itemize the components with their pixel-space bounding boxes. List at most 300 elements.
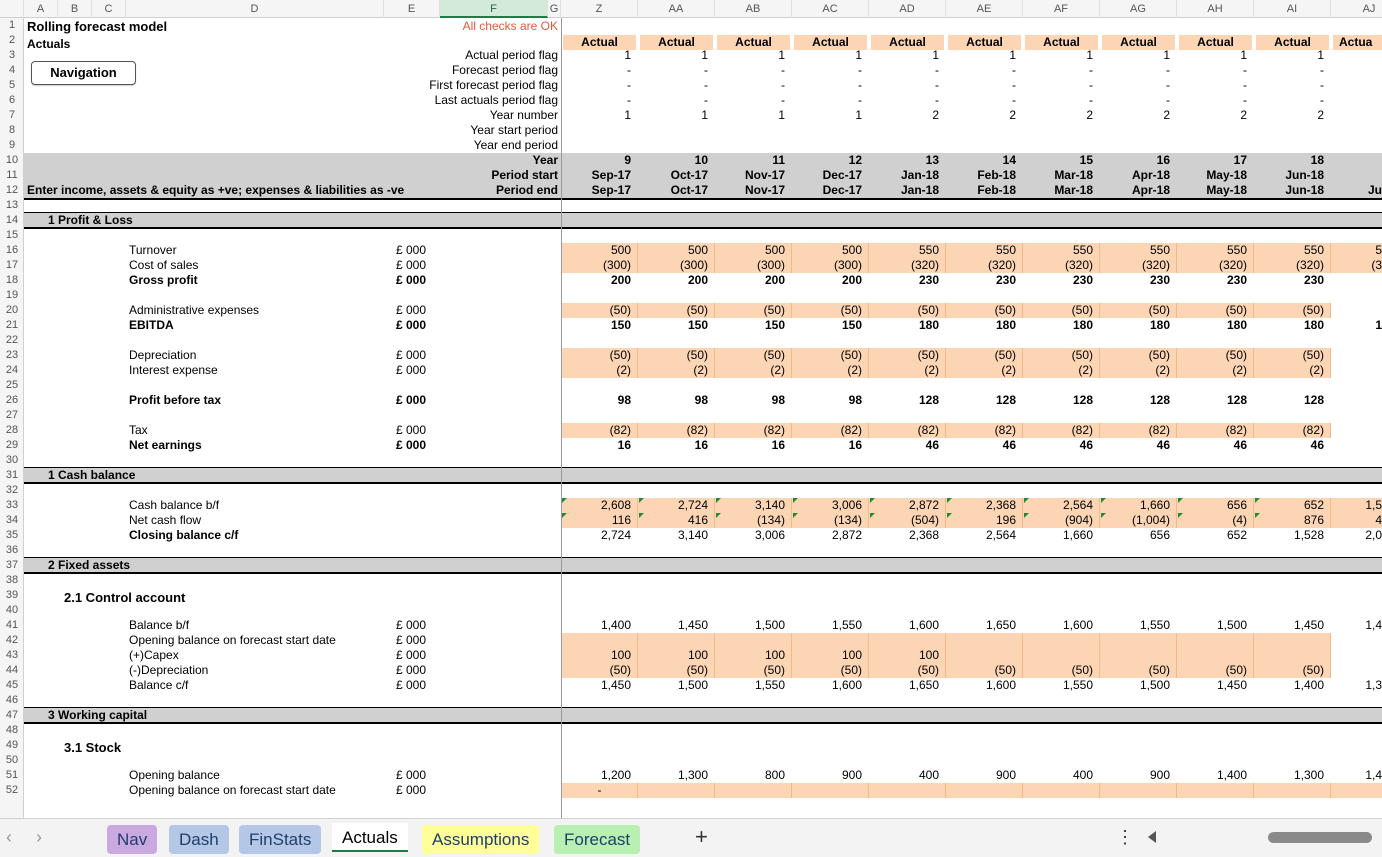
value-cell[interactable]: 230 <box>918 273 939 287</box>
value-cell[interactable]: 2,872 <box>831 528 862 542</box>
value-cell[interactable] <box>946 633 1016 648</box>
value-cell[interactable]: 500 <box>841 243 862 257</box>
value-cell[interactable]: (2) <box>1155 363 1170 377</box>
value-cell[interactable]: (2) <box>693 363 708 377</box>
value-cell[interactable]: (50) <box>1071 348 1093 362</box>
tab-scroll-right-icon[interactable]: › <box>36 827 42 847</box>
value-cell[interactable] <box>946 648 1016 663</box>
value-cell[interactable] <box>1254 648 1324 663</box>
value-cell[interactable]: 16 <box>848 438 862 452</box>
value-cell[interactable] <box>715 633 785 648</box>
value-cell[interactable]: 2 <box>1317 108 1324 122</box>
row-number[interactable]: 35 <box>5 529 19 541</box>
value-cell[interactable]: Apr-18 <box>1131 183 1170 197</box>
value-cell[interactable] <box>1254 633 1324 648</box>
value-cell[interactable]: 18 <box>1310 153 1324 167</box>
value-cell[interactable]: 230 <box>1303 273 1324 287</box>
value-cell[interactable]: (82) <box>1071 423 1093 437</box>
row-number[interactable]: 30 <box>5 454 19 466</box>
value-cell[interactable]: 1,500 <box>754 618 785 632</box>
value-cell[interactable]: (50) <box>686 348 708 362</box>
row-number[interactable]: 46 <box>5 694 19 706</box>
value-cell[interactable]: (50) <box>917 348 939 362</box>
value-cell[interactable]: 2 <box>1240 108 1247 122</box>
value-cell[interactable]: Dec-17 <box>822 168 862 182</box>
value-cell[interactable]: - <box>935 93 939 107</box>
sheet-grid[interactable] <box>24 18 1382 818</box>
value-cell[interactable]: 2 <box>932 108 939 122</box>
value-cell[interactable]: 200 <box>610 273 631 287</box>
value-cell[interactable]: (134) <box>756 513 785 527</box>
value-cell[interactable]: 1 <box>1163 48 1170 62</box>
row-number[interactable]: 21 <box>5 319 19 331</box>
row-number[interactable]: 6 <box>8 94 16 106</box>
row-number[interactable]: 40 <box>5 604 19 616</box>
row-number[interactable]: 48 <box>5 724 19 736</box>
input-cell[interactable] <box>1023 783 1100 798</box>
value-cell[interactable]: Oct-17 <box>670 168 708 182</box>
value-cell[interactable]: (50) <box>686 303 708 317</box>
value-cell[interactable]: 500 <box>764 243 785 257</box>
column-header-AD[interactable]: AD <box>869 0 946 18</box>
value-cell[interactable]: 46 <box>1310 438 1324 452</box>
row-number[interactable]: 33 <box>5 499 19 511</box>
value-cell[interactable]: - <box>1166 93 1170 107</box>
add-sheet-icon[interactable]: + <box>695 824 708 849</box>
value-cell[interactable]: (50) <box>1071 663 1093 677</box>
value-cell[interactable]: 100 <box>764 648 785 662</box>
value-cell[interactable]: 1,600 <box>831 678 862 692</box>
value-cell[interactable]: 1,650 <box>985 618 1016 632</box>
value-cell[interactable]: (2) <box>1309 363 1324 377</box>
value-cell[interactable]: (300) <box>679 258 708 272</box>
value-cell[interactable]: - <box>858 78 862 92</box>
value-cell[interactable]: 2,724 <box>600 528 631 542</box>
value-cell[interactable]: 46 <box>1233 438 1247 452</box>
value-cell[interactable]: 1 <box>778 48 785 62</box>
value-cell[interactable]: 1,660 <box>1062 528 1093 542</box>
value-cell[interactable]: (50) <box>840 348 862 362</box>
value-cell[interactable]: 180 <box>995 318 1016 332</box>
value-cell[interactable]: 2,872 <box>908 498 939 512</box>
value-cell[interactable]: (50) <box>917 663 939 677</box>
value-cell[interactable]: (82) <box>1148 423 1170 437</box>
value-cell[interactable]: 98 <box>848 393 862 407</box>
value-cell[interactable]: - <box>1320 93 1324 107</box>
value-cell[interactable]: - <box>1089 78 1093 92</box>
input-cell[interactable] <box>715 783 792 798</box>
value-cell[interactable]: (82) <box>1225 423 1247 437</box>
value-cell[interactable]: (50) <box>1225 348 1247 362</box>
value-cell[interactable]: 2,368 <box>908 528 939 542</box>
column-header-AH[interactable]: AH <box>1177 0 1254 18</box>
horizontal-scrollbar-thumb[interactable] <box>1268 832 1372 843</box>
row-number[interactable]: 36 <box>5 544 19 556</box>
value-cell[interactable]: 1 <box>701 48 708 62</box>
value-cell[interactable]: (50) <box>1302 663 1324 677</box>
row-number[interactable]: 43 <box>5 649 19 661</box>
column-header-C[interactable]: C <box>92 0 126 18</box>
value-cell[interactable]: - <box>781 78 785 92</box>
value-cell[interactable]: Nov-17 <box>744 168 785 182</box>
value-cell[interactable]: 150 <box>687 318 708 332</box>
value-cell[interactable]: 1,600 <box>1062 618 1093 632</box>
value-cell[interactable]: 1 <box>1009 48 1016 62</box>
value-cell[interactable]: 128 <box>918 393 939 407</box>
value-cell[interactable]: 500 <box>610 243 631 257</box>
value-cell[interactable]: 2,368 <box>985 498 1016 512</box>
value-cell[interactable]: 128 <box>1149 393 1170 407</box>
value-cell[interactable]: 16 <box>617 438 631 452</box>
value-cell[interactable]: (50) <box>1148 348 1170 362</box>
value-cell[interactable]: - <box>858 63 862 77</box>
value-cell[interactable]: 2 <box>1086 108 1093 122</box>
value-cell[interactable]: 652 <box>1226 528 1247 542</box>
value-cell[interactable]: 2,564 <box>985 528 1016 542</box>
value-cell[interactable]: 800 <box>764 768 785 782</box>
column-header-AE[interactable]: AE <box>946 0 1023 18</box>
value-cell[interactable]: 46 <box>1156 438 1170 452</box>
value-cell[interactable]: (300) <box>833 258 862 272</box>
row-number[interactable]: 28 <box>5 424 19 436</box>
tab-nav[interactable]: Nav <box>107 825 157 854</box>
value-cell[interactable]: 46 <box>1002 438 1016 452</box>
value-cell[interactable]: 12 <box>848 153 862 167</box>
value-cell[interactable]: 2,608 <box>600 498 631 512</box>
tab-finstats[interactable]: FinStats <box>239 825 321 854</box>
value-cell[interactable]: (50) <box>840 303 862 317</box>
value-cell[interactable]: (2) <box>1232 363 1247 377</box>
value-cell[interactable]: - <box>858 93 862 107</box>
column-header-A[interactable]: A <box>24 0 58 18</box>
row-number[interactable]: 52 <box>5 784 19 796</box>
column-header-B[interactable]: B <box>58 0 92 18</box>
row-number[interactable]: 31 <box>5 469 19 481</box>
value-cell[interactable]: 230 <box>1226 273 1247 287</box>
column-header-G[interactable]: G <box>548 0 561 18</box>
value-cell[interactable]: 11 <box>772 153 785 167</box>
value-cell[interactable]: - <box>1166 78 1170 92</box>
value-cell[interactable]: 1,450 <box>1216 678 1247 692</box>
value-cell[interactable]: May-18 <box>1206 168 1247 182</box>
value-cell[interactable]: 1 <box>624 108 631 122</box>
value-cell[interactable]: (2) <box>1001 363 1016 377</box>
value-cell[interactable]: (82) <box>840 423 862 437</box>
row-number[interactable]: 19 <box>5 289 19 301</box>
value-cell[interactable]: - <box>935 63 939 77</box>
value-cell[interactable]: (320) <box>1141 258 1170 272</box>
value-cell[interactable]: 550 <box>1072 243 1093 257</box>
row-number[interactable]: 38 <box>5 574 19 586</box>
input-cell[interactable] <box>869 783 946 798</box>
value-cell[interactable]: 180 <box>1303 318 1324 332</box>
value-cell[interactable] <box>1100 633 1170 648</box>
value-cell[interactable]: 13 <box>925 153 939 167</box>
value-cell[interactable]: 200 <box>687 273 708 287</box>
value-cell[interactable]: 1 <box>855 48 862 62</box>
value-cell[interactable]: 1,500 <box>677 678 708 692</box>
value-cell[interactable]: Nov-17 <box>744 183 785 197</box>
value-cell[interactable] <box>638 633 708 648</box>
value-cell[interactable]: - <box>1012 78 1016 92</box>
input-cell[interactable] <box>792 783 869 798</box>
value-cell[interactable]: 550 <box>1226 243 1247 257</box>
row-number[interactable]: 9 <box>8 139 16 151</box>
value-cell[interactable]: 900 <box>841 768 862 782</box>
value-cell[interactable]: - <box>597 783 602 797</box>
value-cell[interactable]: - <box>1320 63 1324 77</box>
tab-dash[interactable]: Dash <box>169 825 229 854</box>
value-cell[interactable]: 10 <box>694 153 708 167</box>
input-cell[interactable] <box>1100 783 1177 798</box>
value-cell[interactable]: 180 <box>918 318 939 332</box>
value-cell[interactable]: 128 <box>995 393 1016 407</box>
value-cell[interactable]: 116 <box>611 513 631 527</box>
value-cell[interactable]: (82) <box>609 423 631 437</box>
value-cell[interactable]: Jun-18 <box>1285 183 1324 197</box>
value-cell[interactable]: (50) <box>763 663 785 677</box>
value-cell[interactable]: 46 <box>1079 438 1093 452</box>
row-number[interactable]: 45 <box>5 679 19 691</box>
value-cell[interactable]: (50) <box>994 348 1016 362</box>
value-cell[interactable]: 196 <box>995 513 1016 527</box>
value-cell[interactable]: Jan-18 <box>900 183 939 197</box>
value-cell-partial[interactable]: 1,5 <box>1365 498 1382 512</box>
value-cell[interactable]: (50) <box>1148 663 1170 677</box>
column-header-AF[interactable]: AF <box>1023 0 1100 18</box>
value-cell[interactable]: - <box>935 78 939 92</box>
row-number[interactable]: 18 <box>5 274 19 286</box>
column-header-AI[interactable]: AI <box>1254 0 1331 18</box>
value-cell[interactable]: (50) <box>609 663 631 677</box>
value-cell[interactable]: 400 <box>918 768 939 782</box>
value-cell[interactable]: Sep-17 <box>591 168 631 182</box>
value-cell[interactable]: 656 <box>1226 498 1247 512</box>
value-cell[interactable]: 500 <box>687 243 708 257</box>
value-cell[interactable]: - <box>1243 63 1247 77</box>
value-cell[interactable]: 128 <box>1226 393 1247 407</box>
row-number[interactable]: 4 <box>8 64 16 76</box>
value-cell[interactable]: 1 <box>855 108 862 122</box>
value-cell[interactable]: - <box>1243 78 1247 92</box>
value-cell[interactable]: 150 <box>610 318 631 332</box>
value-cell[interactable]: 1,500 <box>1139 678 1170 692</box>
row-number[interactable]: 5 <box>8 79 16 91</box>
value-cell[interactable]: (2) <box>847 363 862 377</box>
column-header-AJ[interactable]: AJ <box>1331 0 1382 18</box>
value-cell[interactable]: (50) <box>1071 303 1093 317</box>
hscroll-left-icon[interactable] <box>1148 831 1156 843</box>
value-cell[interactable] <box>1100 648 1170 663</box>
row-number[interactable]: 1 <box>8 19 16 31</box>
value-cell[interactable]: (50) <box>917 303 939 317</box>
value-cell[interactable]: (904) <box>1064 513 1093 527</box>
value-cell[interactable]: 2,724 <box>677 498 708 512</box>
value-cell[interactable]: 550 <box>1303 243 1324 257</box>
value-cell[interactable]: 1,500 <box>1216 618 1247 632</box>
value-cell[interactable]: 128 <box>1072 393 1093 407</box>
value-cell-partial[interactable]: 1,4 <box>1365 618 1382 632</box>
value-cell[interactable]: 3,140 <box>754 498 785 512</box>
column-header-AA[interactable]: AA <box>638 0 715 18</box>
value-cell[interactable]: 1,300 <box>1293 768 1324 782</box>
value-cell[interactable]: (2) <box>924 363 939 377</box>
value-cell[interactable]: 2 <box>1009 108 1016 122</box>
row-number[interactable]: 22 <box>5 334 19 346</box>
value-cell[interactable]: Dec-17 <box>822 183 862 197</box>
row-number[interactable]: 14 <box>5 214 19 226</box>
row-number[interactable]: 32 <box>5 484 19 496</box>
row-number[interactable]: 11 <box>6 169 18 181</box>
value-cell-partial[interactable]: 1 <box>1375 318 1382 332</box>
value-cell[interactable]: - <box>627 63 631 77</box>
input-cell[interactable] <box>1254 783 1331 798</box>
row-number[interactable]: 8 <box>8 124 16 136</box>
value-cell[interactable]: 100 <box>687 648 708 662</box>
value-cell[interactable]: - <box>704 93 708 107</box>
value-cell[interactable]: - <box>627 93 631 107</box>
value-cell[interactable]: 416 <box>687 513 708 527</box>
value-cell[interactable]: (50) <box>763 348 785 362</box>
column-header-D[interactable]: D <box>126 0 384 18</box>
value-cell-partial[interactable]: 4 <box>1375 513 1382 527</box>
value-cell[interactable]: 1,550 <box>831 618 862 632</box>
value-cell[interactable]: 876 <box>1303 513 1324 527</box>
row-number[interactable]: 29 <box>5 439 19 451</box>
value-cell[interactable]: 230 <box>995 273 1016 287</box>
row-number[interactable]: 17 <box>5 259 19 271</box>
value-cell[interactable]: 98 <box>617 393 631 407</box>
tab-assumptions[interactable]: Assumptions <box>422 825 539 854</box>
value-cell[interactable]: 1,300 <box>677 768 708 782</box>
row-number[interactable]: 27 <box>5 409 19 421</box>
value-cell[interactable]: 180 <box>1072 318 1093 332</box>
row-number[interactable]: 51 <box>5 769 19 781</box>
value-cell[interactable]: 652 <box>1303 498 1324 512</box>
column-header-AC[interactable]: AC <box>792 0 869 18</box>
value-cell[interactable] <box>1177 633 1247 648</box>
value-cell[interactable]: 180 <box>1226 318 1247 332</box>
value-cell[interactable] <box>869 633 939 648</box>
value-cell[interactable]: 150 <box>841 318 862 332</box>
value-cell[interactable]: - <box>781 93 785 107</box>
navigation-button[interactable]: Navigation <box>31 61 136 85</box>
value-cell[interactable]: - <box>1320 78 1324 92</box>
row-number[interactable]: 20 <box>5 304 19 316</box>
value-cell[interactable]: 900 <box>995 768 1016 782</box>
value-cell[interactable]: May-18 <box>1206 183 1247 197</box>
value-cell[interactable]: 550 <box>1149 243 1170 257</box>
row-number[interactable]: 42 <box>5 634 19 646</box>
value-cell[interactable]: (50) <box>1225 303 1247 317</box>
column-header-F[interactable]: F <box>440 0 548 18</box>
value-cell[interactable]: Feb-18 <box>977 168 1016 182</box>
value-cell[interactable]: (2) <box>770 363 785 377</box>
column-header-AG[interactable]: AG <box>1100 0 1177 18</box>
value-cell[interactable]: 550 <box>918 243 939 257</box>
value-cell[interactable]: (50) <box>1302 348 1324 362</box>
row-number[interactable]: 24 <box>5 364 19 376</box>
value-cell[interactable]: 15 <box>1079 153 1093 167</box>
row-number[interactable]: 41 <box>5 619 19 631</box>
more-options-icon[interactable]: ⋮ <box>1116 827 1134 847</box>
value-cell[interactable]: 14 <box>1002 153 1016 167</box>
tab-forecast[interactable]: Forecast <box>554 825 640 854</box>
row-number[interactable]: 7 <box>8 109 16 121</box>
value-cell[interactable]: 1,550 <box>754 678 785 692</box>
value-cell[interactable]: Mar-18 <box>1054 183 1093 197</box>
value-cell[interactable]: Jun-18 <box>1285 168 1324 182</box>
value-cell[interactable]: 9 <box>624 153 631 167</box>
tab-actuals[interactable]: Actuals <box>332 823 408 852</box>
value-cell[interactable]: 1,400 <box>1293 678 1324 692</box>
value-cell[interactable]: 230 <box>1072 273 1093 287</box>
value-cell[interactable]: 46 <box>925 438 939 452</box>
value-cell[interactable]: 1 <box>1240 48 1247 62</box>
value-cell[interactable]: (320) <box>1064 258 1093 272</box>
value-cell[interactable]: Mar-18 <box>1054 168 1093 182</box>
value-cell[interactable]: 400 <box>1072 768 1093 782</box>
row-number[interactable]: 49 <box>5 739 19 751</box>
row-number[interactable]: 44 <box>5 664 19 676</box>
value-cell[interactable]: (320) <box>910 258 939 272</box>
value-cell[interactable]: 100 <box>918 648 939 662</box>
value-cell[interactable]: 1 <box>932 48 939 62</box>
row-number[interactable]: 10 <box>5 154 19 166</box>
value-cell[interactable]: 1,660 <box>1139 498 1170 512</box>
input-cell[interactable] <box>638 783 715 798</box>
value-cell[interactable]: 1 <box>1317 48 1324 62</box>
value-cell-partial[interactable]: 2,0 <box>1365 528 1382 542</box>
value-cell[interactable]: (1,004) <box>1131 513 1170 527</box>
value-cell[interactable]: - <box>1012 63 1016 77</box>
value-cell[interactable]: - <box>704 78 708 92</box>
value-cell[interactable]: Oct-17 <box>670 183 708 197</box>
row-number[interactable]: 23 <box>5 349 19 361</box>
value-cell[interactable]: 98 <box>771 393 785 407</box>
value-cell[interactable]: 1,600 <box>908 618 939 632</box>
row-number[interactable]: 34 <box>5 514 19 526</box>
value-cell[interactable]: 16 <box>771 438 785 452</box>
value-cell[interactable]: 2,564 <box>1062 498 1093 512</box>
value-cell[interactable]: 230 <box>1149 273 1170 287</box>
row-number[interactable]: 16 <box>5 244 19 256</box>
value-cell[interactable]: 16 <box>1156 153 1170 167</box>
value-cell[interactable]: 128 <box>1303 393 1324 407</box>
tab-scroll-left-icon[interactable]: ‹ <box>6 827 12 847</box>
value-cell-partial[interactable]: (3 <box>1371 258 1382 272</box>
value-cell[interactable]: Jan-18 <box>900 168 939 182</box>
value-cell[interactable]: - <box>704 63 708 77</box>
column-header-Z[interactable]: Z <box>561 0 638 18</box>
value-cell[interactable]: 1,400 <box>1216 768 1247 782</box>
value-cell[interactable]: (2) <box>1078 363 1093 377</box>
value-cell[interactable]: 1,550 <box>1062 678 1093 692</box>
value-cell[interactable]: 180 <box>1149 318 1170 332</box>
value-cell[interactable]: (50) <box>609 303 631 317</box>
value-cell[interactable]: (50) <box>1302 303 1324 317</box>
value-cell[interactable] <box>1023 648 1093 663</box>
value-cell[interactable]: (134) <box>833 513 862 527</box>
value-cell[interactable]: (50) <box>1225 663 1247 677</box>
value-cell[interactable]: 1,550 <box>1139 618 1170 632</box>
row-number[interactable]: 13 <box>5 199 19 211</box>
value-cell[interactable]: - <box>1166 63 1170 77</box>
value-cell[interactable] <box>1177 648 1247 663</box>
value-cell[interactable]: 3,006 <box>754 528 785 542</box>
value-cell[interactable]: Apr-18 <box>1131 168 1170 182</box>
select-all-corner[interactable] <box>0 0 24 18</box>
